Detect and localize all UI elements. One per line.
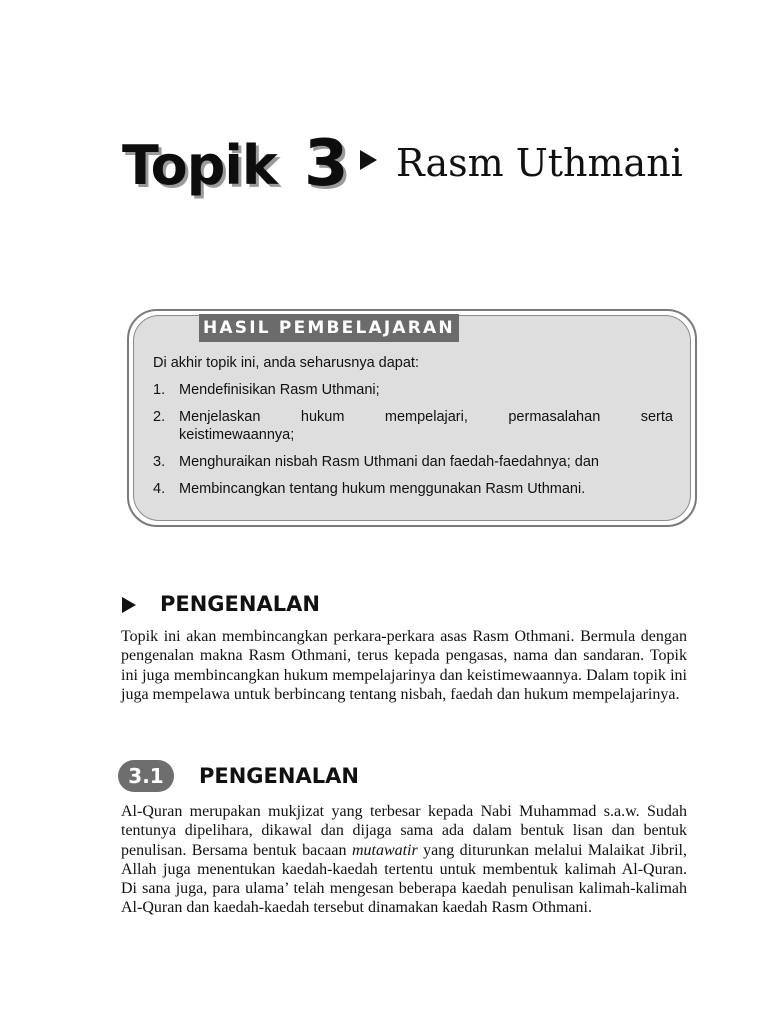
outcome-text: Mendefinisikan Rasm Uthmani;	[179, 382, 380, 398]
outcome-word: permasalahan	[508, 409, 601, 425]
outcome-number: 4.	[153, 481, 166, 497]
chapter-number: 3	[304, 127, 349, 201]
outcome-number: 3.	[153, 454, 166, 470]
section-3-1-body-italic: mutawatir	[351, 841, 418, 859]
triangle-right-icon	[122, 597, 136, 613]
outcome-word: hukum	[300, 409, 345, 425]
intro-section-title: PENGENALAN	[160, 592, 320, 616]
section-3-1-body	[121, 802, 687, 918]
section-3-1-heading	[199, 762, 359, 790]
learning-outcomes-label: HASIL PEMBELAJARAN	[199, 314, 459, 342]
outcome-number: 1.	[153, 382, 166, 398]
outcome-text-line	[179, 408, 673, 426]
section-3-1-body-part2: yang diturunkan melalui Malaikat Jibril, Allah juga menentukan kaedah-kaedah tertentu untuk membentuk kalimah Al-Quran. Di sana juga, para ulama’ telah mengesan beberapa kaedah penulisan kalimah-kalimah Al-Quran dan kaedah-kaedah tersebut dinamakan kaedah Rasm Othmani.	[121, 841, 687, 917]
chapter-word: Topik	[122, 134, 277, 197]
outcome-number: 2.	[153, 409, 166, 425]
outcome-text-continued: keistimewaannya;	[179, 427, 295, 443]
intro-section-body: Topik ini akan membincangkan perkara-perkara asas Rasm Othmani. Bermula dengan pengenalan makna Rasm Othmani, terus kepada pengasas, nama dan sandaran. Topik ini juga membincangkan hukum mempelajarinya dan keistimewaannya. Dalam topik ini juga mempelawa untuk berbincang tentang nisbah, faedah dan hukum mempelajarinya.	[121, 628, 687, 703]
outcome-text: Menghuraikan nisbah Rasm Uthmani dan faedah-faedahnya; dan	[179, 454, 599, 470]
section-3-1-title: PENGENALAN	[199, 764, 359, 788]
outcome-item	[153, 381, 673, 399]
outcome-text: Membincangkan tentang hukum menggunakan Rasm Uthmani.	[179, 481, 586, 497]
outcome-word: Menjelaskan	[179, 409, 261, 425]
outcome-item	[153, 480, 673, 498]
outcome-word: serta	[640, 409, 673, 425]
outcome-item	[153, 408, 673, 444]
intro-section-heading	[160, 590, 320, 618]
outcome-text	[179, 408, 673, 444]
chapter-title: Rasm Uthmani	[396, 141, 683, 185]
learning-outcomes-intro: Di akhir topik ini, anda seharusnya dapat:	[153, 355, 419, 371]
learning-outcomes-list	[153, 381, 673, 507]
outcome-word: mempelajari,	[384, 409, 468, 425]
outcome-item	[153, 453, 673, 471]
section-number-badge: 3.1	[118, 760, 174, 792]
section-3-1-body-part1: Al-Quran merupakan mukjizat yang terbesar kepada Nabi Muhammad s.a.w. Sudah tentunya dipelihara, dikawal dan dijaga sama ada dalam bentuk lisan dan bentuk penulisan. Bersama bentuk bacaan	[121, 803, 687, 859]
triangle-right-icon	[360, 150, 377, 170]
